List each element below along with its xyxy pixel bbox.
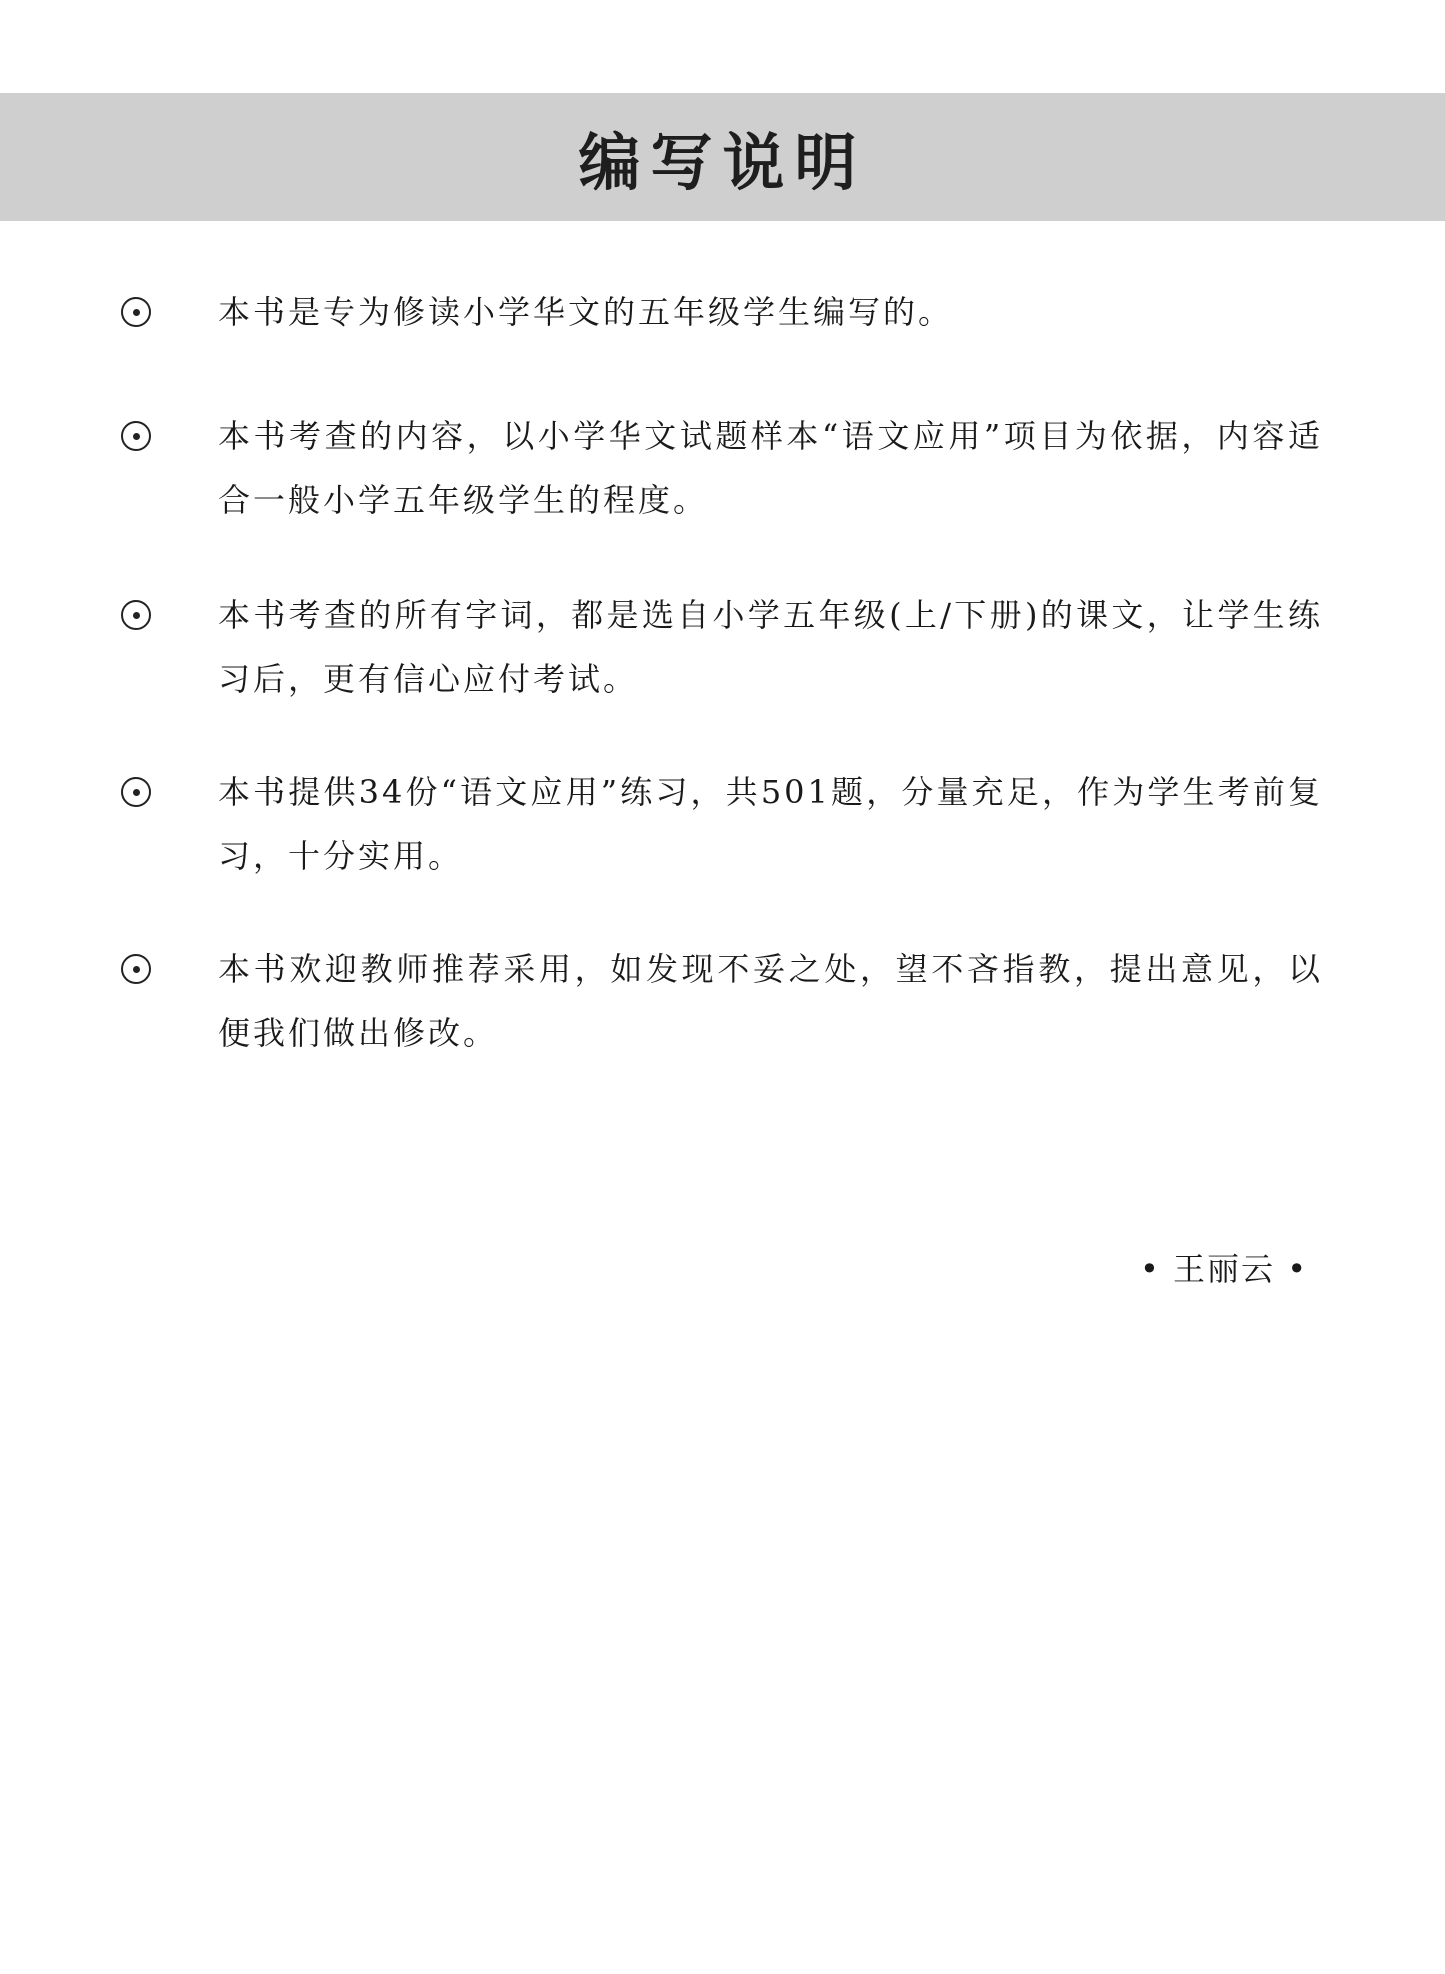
circle-dot-bullet-icon	[121, 600, 151, 630]
note-text: 本书是专为修读小学华文的五年级学生编写的。	[218, 293, 954, 331]
note-text: 本书欢迎教师推荐采用，如发现不妥之处，望不吝指教，提出意见，以便我们做出修改。	[218, 950, 1323, 1052]
note-text: 本书考查的内容，以小学华文试题样本“语文应用”项目为依据，内容适合一般小学五年级学生的程度。	[218, 417, 1323, 519]
note-text: 本书考查的所有字词，都是选自小学五年级(上/下册)的课文，让学生练习后，更有信心应付考试。	[218, 596, 1323, 698]
note-text: 本书提供34份“语文应用”练习，共501题，分量充足，作为学生考前复习，十分实用。	[218, 773, 1323, 875]
circle-dot-bullet-icon	[121, 777, 151, 807]
circle-dot-bullet-icon	[121, 954, 151, 984]
circle-dot-bullet-icon	[121, 297, 151, 327]
circle-dot-bullet-icon	[121, 421, 151, 451]
title-band	[0, 93, 1445, 221]
page-title: 编写说明	[578, 125, 867, 199]
author-signature: • 王丽云 •	[1140, 1250, 1309, 1288]
